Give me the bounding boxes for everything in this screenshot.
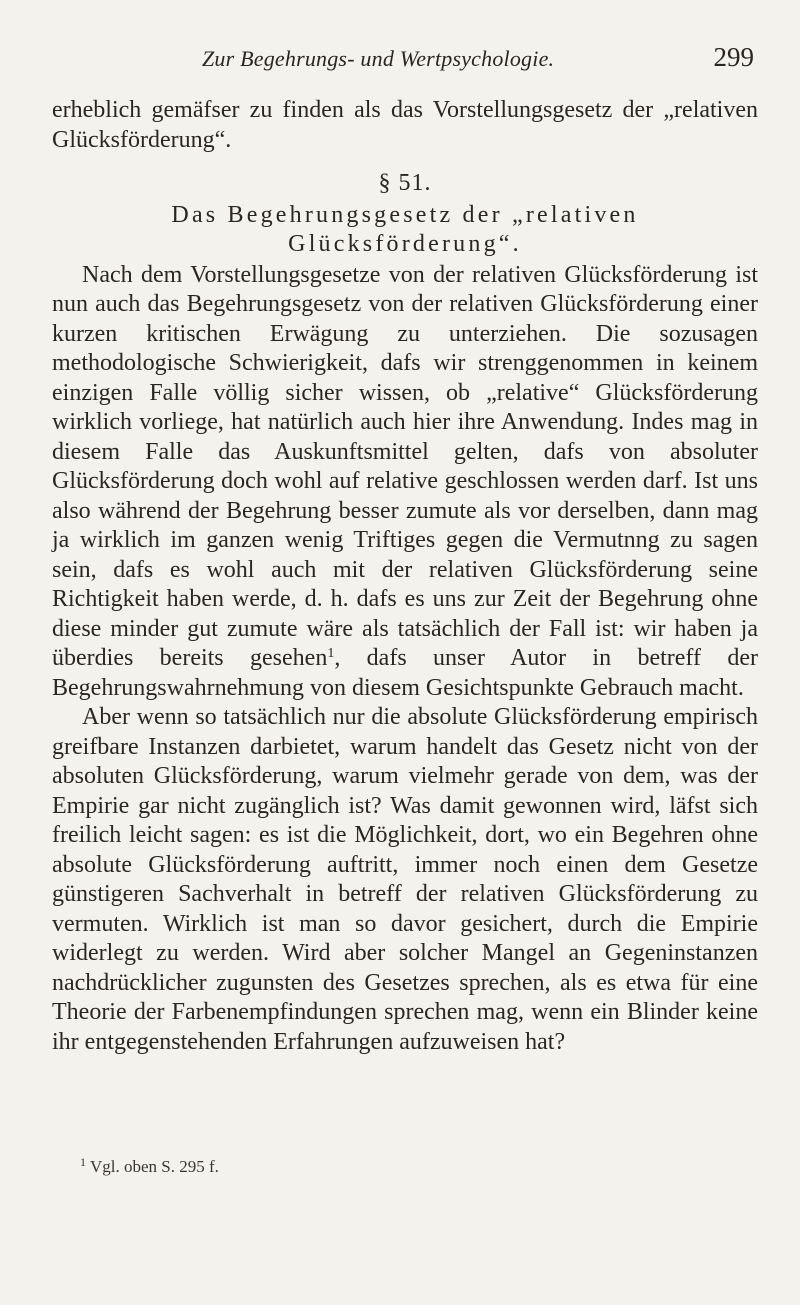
- footnote: [80, 1157, 219, 1177]
- page-number: 299: [713, 42, 754, 72]
- running-title: Zur Begehrungs- und Wertpsychologie.: [202, 46, 555, 71]
- running-header: [52, 40, 758, 80]
- section-number: § 51.: [378, 170, 432, 196]
- footnote-text: Vgl. oben S. 295 f.: [89, 1157, 219, 1176]
- paragraph-1-text-continued: , dafs unser Autor in betreff der Begehrungswahrnehmung von diesem Gesichtspunkte Gebrauch macht.: [52, 645, 758, 701]
- section-title: Das Begehrungsgesetz der „relativen Glücksförderung“.: [171, 201, 639, 257]
- book-page: [52, 0, 758, 1305]
- paragraph-1-text: Nach dem Vorstellungsgesetze von der relativen Glücksförderung ist nun auch das Begehrungsgesetz von der relativen Glücksförderung einer kurzen kritischen Erwägung zu unterziehen. Die sozusagen methodologische Schwierigkeit, dafs wir strenggenommen in keinem einzigen Falle völlig sicher wissen, ob „relative“ Glücksförderung wirklich vorliege, hat natürlich auch hier ihre Anwendung. Indes mag in diesem Falle das Auskunftsmittel gelten, dafs von absoluter Glücksförderung doch wohl auf relative geschlossen werden darf. Ist uns also während der Begehrung besser zumute als vor derselben, dann mag ja wirklich im ganzen wenig Triftiges gegen die Vermutnng zu sagen sein, dafs es wohl auch mit der relativen Glücksförderung seine Richtigkeit haben werde, d. h. dafs es uns zur Zeit der Begehrung ohne diese minder gut zumute wäre als tatsächlich der Fall ist: wir haben ja überdies bereits gesehen: [52, 261, 758, 671]
- footnote-reference: 1: [327, 646, 335, 661]
- body-text: [52, 96, 758, 1057]
- footnote-marker: 1: [80, 1155, 86, 1169]
- carryover-paragraph: erheblich gemäfser zu finden als das Vorstellungsgesetz der „relativen Glücksförderung“.: [52, 97, 758, 153]
- paragraph-1: [52, 261, 758, 704]
- paragraph-2: Aber wenn so tatsächlich nur die absolute Glücksförderung empirisch greifbare Instanzen darbietet, warum handelt das Gesetz nicht von der absoluten Glücksförderung, warum vielmehr gerade von dem, was der Empirie gar nicht zugänglich ist? Was damit gewonnen wird, läfst sich freilich leicht sagen: es ist die Möglichkeit, dort, wo ein Begehren ohne absolute Glücksförderung auftritt, immer noch einen dem Gesetze günstigeren Sachverhalt in betreff der relativen Glücksförderung zu vermuten. Wirklich ist man so davor gesichert, durch die Empirie widerlegt zu werden. Wird aber solcher Mangel an Gegeninstanzen nachdrücklicher zugunsten des Gesetzes sprechen, als es etwa für eine Theorie der Farbenempfindungen sprechen mag, wenn ein Blinder keine ihr entgegenstehenden Erfahrungen aufzuweisen hat?: [52, 704, 758, 1055]
